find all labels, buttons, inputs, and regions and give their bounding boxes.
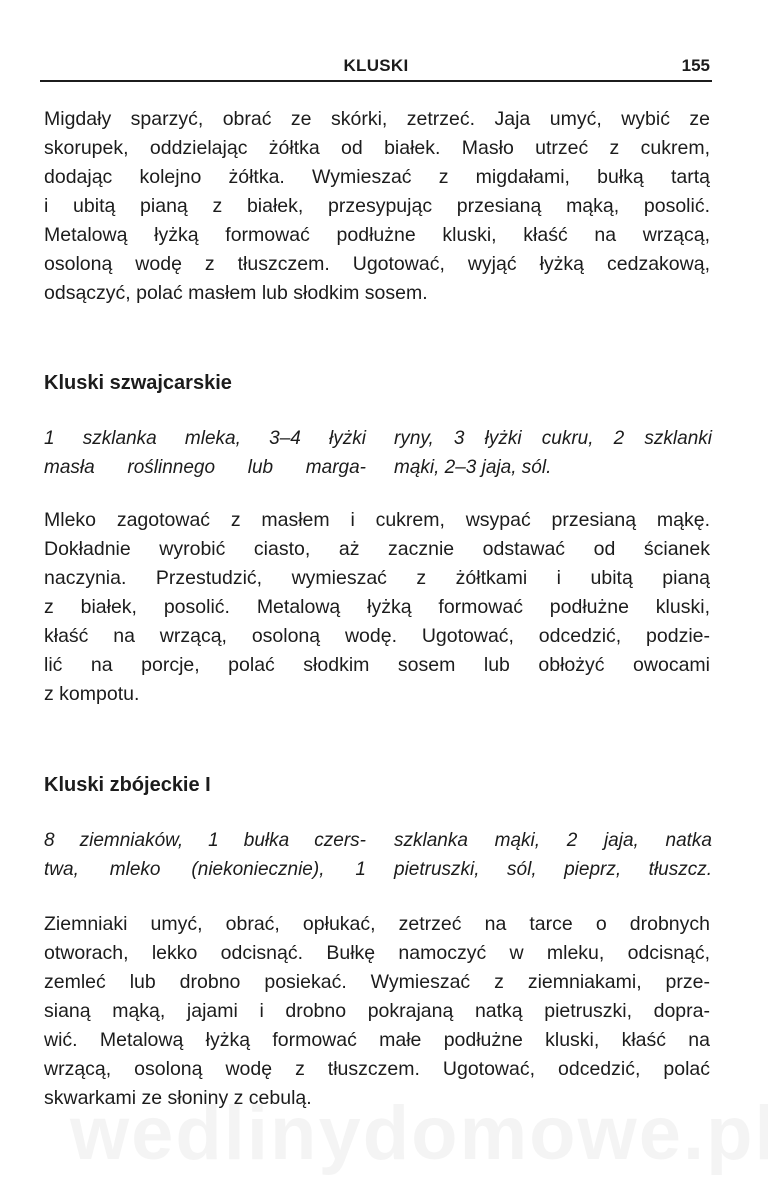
text-line: skorupek, oddzielając żółtka od białek. Masło utrzeć z cukrem, [44,137,710,159]
text-line: Ziemniaki umyć, obrać, opłukać, zetrzeć na tarce o drobnych [44,913,710,935]
text-line: osoloną wodę z tłuszczem. Ugotować, wyjąć łyżką cedzakową, [44,253,710,275]
ingredient-line: szklanka mąki, 2 jaja, natka [394,830,712,851]
recipe-instructions [44,506,710,709]
page-number: 155 [681,56,710,75]
text-line: Migdały sparzyć, obrać ze skórki, zetrzeć. Jaja umyć, wybić ze [44,108,710,130]
ingredients-list [44,826,710,886]
ingredient-line: 8 ziemniaków, 1 bułka czers- [44,830,366,851]
ingredient-line: twa, mleko (niekoniecznie), 1 [44,859,366,880]
text-line: otworach, lekko odcisnąć. Bułkę namoczyć w mleku, odcisnąć, [44,942,710,964]
recipe-instructions [44,910,710,1113]
ingredients-column-right [394,826,712,884]
text-line: Mleko zagotować z masłem i cukrem, wsypać przesianą mąkę. [44,509,710,531]
running-title: KLUSKI [343,56,409,75]
text-line: Dokładnie wyrobić ciasto, aż zacznie odstawać od ścianek [44,538,710,560]
watermark [70,1090,710,1177]
running-head [40,52,712,82]
ingredient-line: mąki, 2–3 jaja, sól. [394,457,552,478]
text-line: wrzącą, osoloną wodę z tłuszczem. Ugotować, odcedzić, polać [44,1058,710,1080]
text-line: sianą mąką, jajami i drobno pokrajaną natką pietruszki, dopra- [44,1000,710,1022]
intro-paragraph [44,105,710,308]
text-line: zemleć lub drobno posiekać. Wymieszać z ziemniakami, prze- [44,971,710,993]
ingredient-line: 1 szklanka mleka, 3–4 łyżki [44,428,366,449]
ingredients-column-right [394,424,712,482]
recipe-title: Kluski szwajcarskie [44,372,232,394]
ingredient-line: ryny, 3 łyżki cukru, 2 szklanki [394,428,712,449]
text-line: skwarkami ze słoniny z cebulą. [44,1087,312,1109]
ingredient-line: pietruszki, sól, pieprz, tłuszcz. [394,859,712,880]
text-line: kłaść na wrzącą, osoloną wodę. Ugotować, odcedzić, podzie- [44,625,710,647]
text-line: dodając kolejno żółtka. Wymieszać z migdałami, bułką tartą [44,166,710,188]
text-line: odsączyć, polać masłem lub słodkim sosem. [44,282,428,304]
ingredients-list [44,424,710,484]
text-line: Metalową łyżką formować podłużne kluski, kłaść na wrzącą, [44,224,710,246]
text-line: lić na porcje, polać słodkim sosem lub obłożyć owocami [44,654,710,676]
text-line: z białek, posolić. Metalową łyżką formować podłużne kluski, [44,596,710,618]
ingredients-column-left [44,826,366,884]
ingredients-column-left [44,424,366,482]
text-line: naczynia. Przestudzić, wymieszać z żółtkami i ubitą pianą [44,567,710,589]
text-line: z kompotu. [44,683,140,705]
recipe-title: Kluski zbójeckie I [44,774,211,796]
text-line: wić. Metalową łyżką formować małe podłużne kluski, kłaść na [44,1029,710,1051]
text-line: i ubitą pianą z białek, przesypując przesianą mąką, posolić. [44,195,710,217]
ingredient-line: masła roślinnego lub marga- [44,457,366,478]
